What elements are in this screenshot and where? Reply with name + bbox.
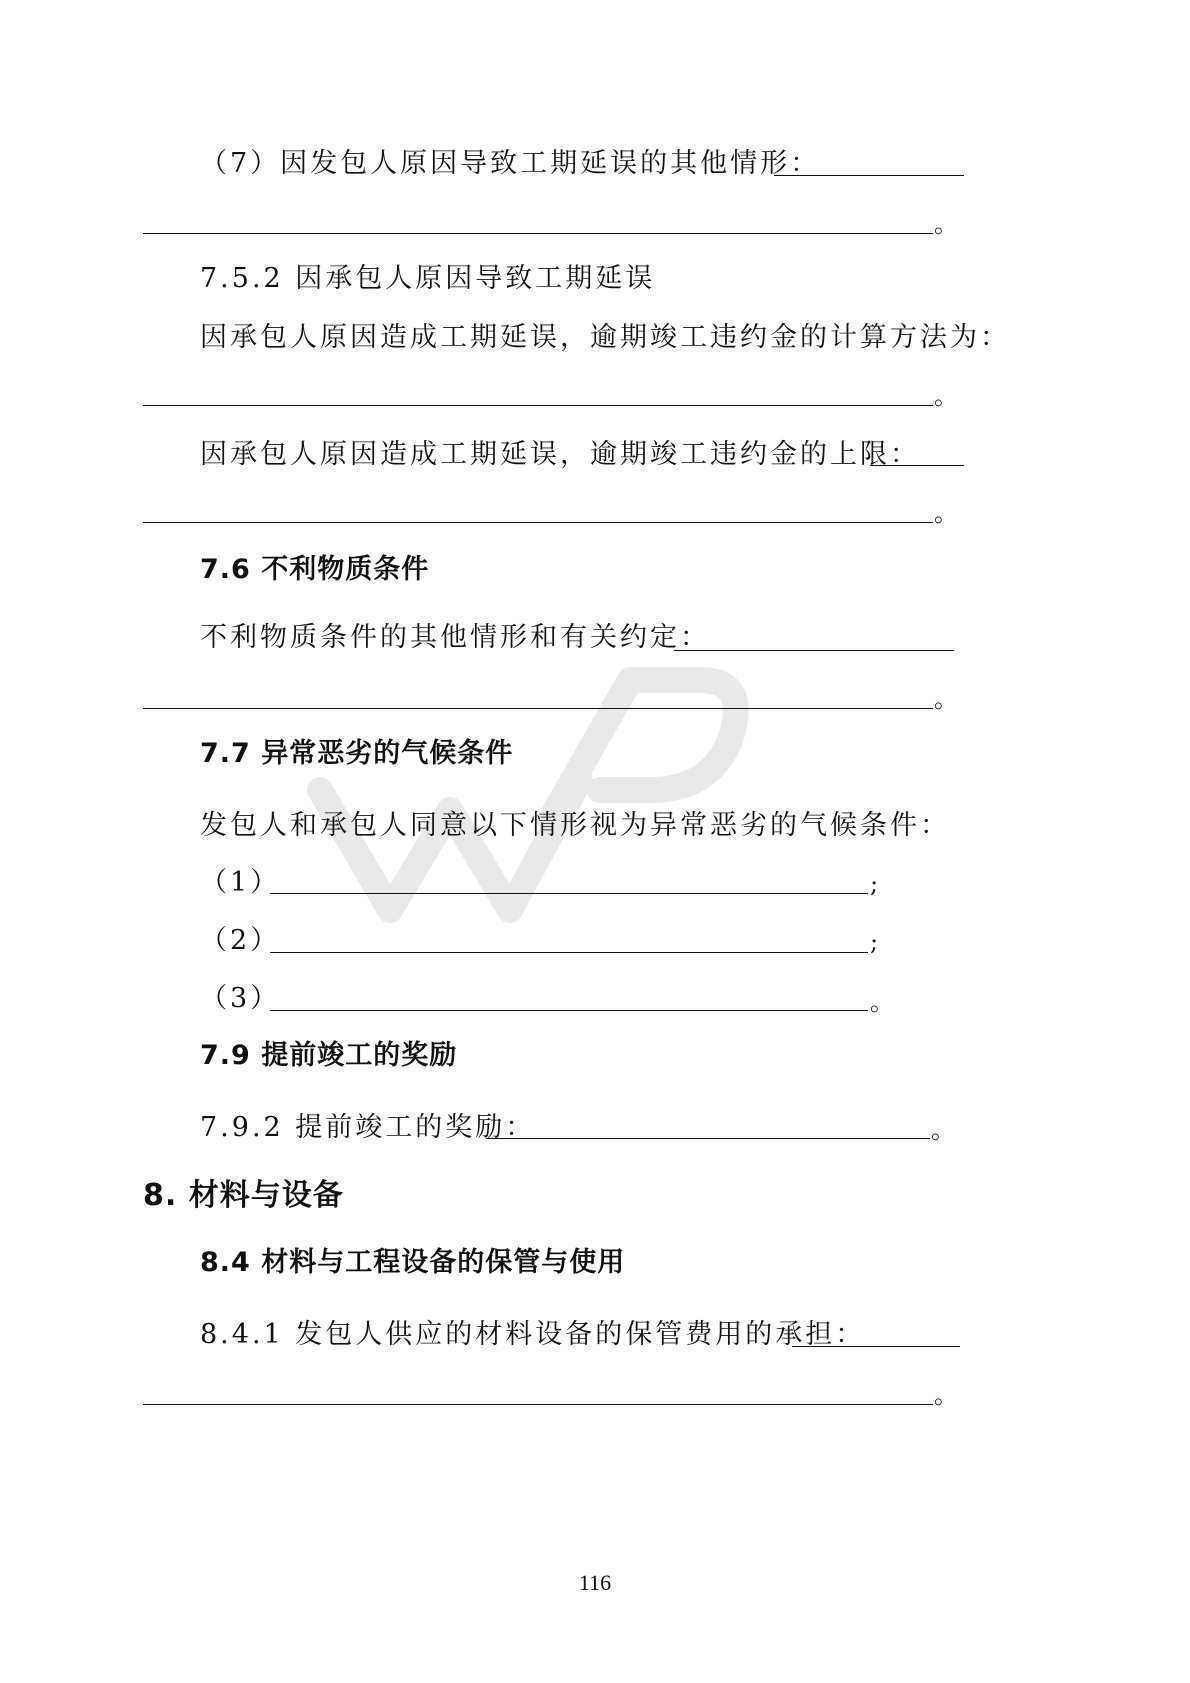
fill-blank-7-6-b[interactable]	[143, 708, 933, 709]
period-mark: 。	[934, 382, 958, 410]
fill-blank-7-b[interactable]	[143, 233, 933, 234]
list-item-2-label: （2）	[200, 925, 281, 956]
semicolon-mark: ;	[870, 928, 879, 956]
period-mark: 。	[934, 499, 958, 527]
page-number: 116	[578, 1570, 612, 1595]
fill-blank-item-2[interactable]	[270, 952, 868, 953]
clause-7-5-2-calc-text: 因承包人原因造成工期延误，逾期竣工违约金的计算方法为：	[200, 322, 1010, 353]
period-mark: 。	[934, 1381, 958, 1409]
clause-7-7-text: 发包人和承包人同意以下情形视为异常恶劣的气候条件：	[200, 810, 950, 841]
clause-7-5-2-title: 7.5.2 因承包人原因导致工期延误	[200, 263, 656, 294]
heading-8: 8. 材料与设备	[143, 1178, 344, 1213]
heading-7-7: 7.7 异常恶劣的气候条件	[200, 738, 514, 769]
fill-blank-limit-a[interactable]	[870, 465, 964, 466]
fill-blank-item-1[interactable]	[270, 893, 868, 894]
list-item-3-label: （3）	[200, 983, 281, 1014]
fill-blank-8-4-1-a[interactable]	[792, 1346, 960, 1347]
fill-blank-8-4-1-b[interactable]	[143, 1404, 933, 1405]
watermark-logo	[300, 640, 780, 940]
heading-7-9: 7.9 提前竣工的奖励	[200, 1040, 458, 1071]
period-mark: 。	[931, 1116, 955, 1144]
clause-7-6-text: 不利物质条件的其他情形和有关约定：	[200, 622, 710, 653]
heading-8-4: 8.4 材料与工程设备的保管与使用	[200, 1247, 626, 1278]
fill-blank-7-6-a[interactable]	[674, 650, 954, 651]
period-mark: 。	[934, 685, 958, 713]
clause-7-item-7: （7）因发包人原因导致工期延误的其他情形：	[200, 148, 821, 179]
list-item-1-label: （1）	[200, 867, 281, 898]
fill-blank-calc[interactable]	[143, 405, 933, 406]
heading-7-6: 7.6 不利物质条件	[200, 554, 430, 585]
fill-blank-7-a[interactable]	[774, 175, 964, 176]
period-mark: 。	[934, 210, 958, 238]
clause-7-9-2-text: 7.9.2 提前竣工的奖励：	[200, 1112, 536, 1143]
period-mark: 。	[870, 988, 894, 1016]
fill-blank-item-3[interactable]	[270, 1010, 868, 1011]
clause-8-4-1-text: 8.4.1 发包人供应的材料设备的保管费用的承担：	[200, 1319, 866, 1350]
semicolon-mark: ;	[870, 870, 879, 898]
fill-blank-7-9-2[interactable]	[486, 1138, 930, 1139]
fill-blank-limit-b[interactable]	[143, 522, 933, 523]
clause-7-5-2-limit-text: 因承包人原因造成工期延误，逾期竣工违约金的上限：	[200, 439, 920, 470]
